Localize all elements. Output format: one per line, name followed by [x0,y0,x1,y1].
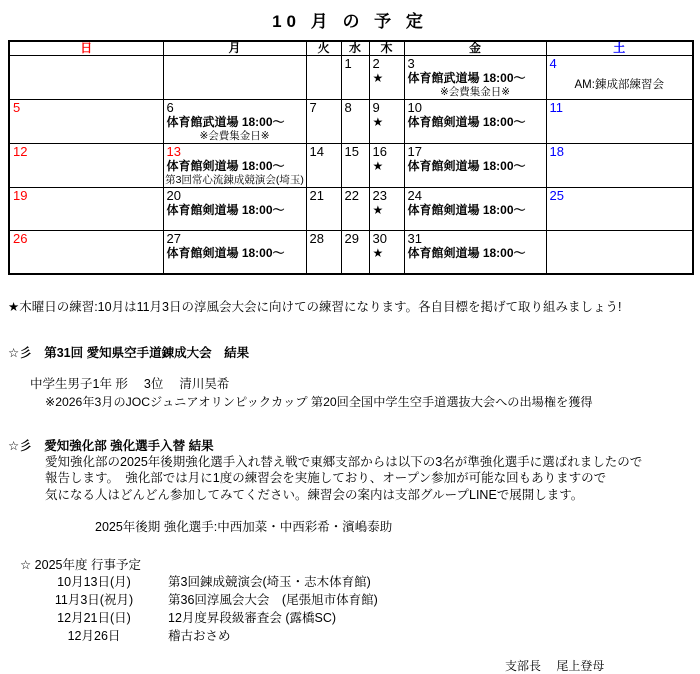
date-number: 30 [372,231,387,246]
calendar-cell [369,188,404,231]
date-number: 21 [309,188,324,203]
calendar-cell [404,144,546,188]
result-qualification-line: ※2026年3月のJOCジュニアオリンピックカップ 第20回全国中学生空手道選抜大会への出場権を獲得 [45,394,593,409]
calendar-cell [9,144,163,188]
venue-text: 体育館剣道場 18:00〜 [407,159,526,173]
kyoka-paragraph-line: 愛知強化部の2025年後期強化選手入れ替え戦で東郷支部からは以下の3名が準強化選手に選ばれましたので [45,454,643,469]
kyoka-section-heading: ☆彡 愛知強化部 強化選手入替 結果 [8,438,214,453]
star-icon: ★ [372,203,384,217]
star-icon: ★ [372,246,384,260]
calendar-cell [9,188,163,231]
result-line: 中学生男子1年 形 3位 清川昊希 [30,376,230,391]
calendar-cell [341,188,369,231]
date-number: 13 [166,144,181,159]
star-icon: ★ [372,71,384,85]
october-calendar [8,40,694,275]
date-number: 2 [372,56,380,71]
date-number: 25 [549,188,564,203]
event-name: 稽古おさめ [168,629,231,643]
calendar-cell [306,56,341,100]
weekday-header: 水 [341,41,369,56]
events-list [0,573,700,645]
calendar-week-row [9,100,693,144]
venue-text: 体育館剣道場 18:00〜 [166,246,285,260]
calendar-cell [306,188,341,231]
calendar-cell [369,144,404,188]
strengthened-players-list: 2025年後期 強化選手:中西加菜・中西彩希・濱嶋泰助 [95,520,393,534]
calendar-cell [163,231,306,274]
date-number: 22 [344,188,359,203]
calendar-cell [341,144,369,188]
date-number: 20 [166,188,181,203]
cell-note: ※会費集金日※ [199,130,270,142]
calendar-cell [306,144,341,188]
calendar-cell [341,100,369,144]
event-name: 12月度昇段級審査会 (露橋SC) [168,611,337,625]
calendar-cell [546,56,693,100]
venue-text: 体育館剣道場 18:00〜 [166,203,285,217]
venue-text: 体育館剣道場 18:00〜 [407,246,526,260]
date-number: 9 [372,100,380,115]
calendar-cell [163,188,306,231]
branch-chief-signature: 支部長 尾上登母 [505,659,605,673]
venue-text: 体育館武道場 18:00〜 [407,71,526,85]
calendar-week-row [9,144,693,188]
events-section-heading: ☆ 2025年度 行事予定 [20,558,141,572]
cell-note: AM:錬成部練習会 [574,79,664,91]
date-number: 11 [549,100,563,115]
calendar-cell [9,56,163,100]
date-number: 5 [13,100,21,115]
calendar-cell [369,56,404,100]
calendar-cell [306,231,341,274]
calendar-cell [546,231,693,274]
calendar-cell [546,144,693,188]
event-row [0,573,700,591]
date-number: 8 [344,100,352,115]
cell-note: ※会費集金日※ [439,86,511,98]
date-number: 15 [344,144,359,159]
result-section-heading: ☆彡 第31回 愛知県空手道錬成大会 結果 [8,345,250,360]
event-row [0,609,700,627]
calendar-cell [341,231,369,274]
event-date: 10月13日(月) [57,575,131,589]
weekday-header: 月 [163,41,306,56]
date-number: 27 [166,231,181,246]
calendar-week-row [9,188,693,231]
date-number: 14 [309,144,324,159]
calendar-cell [404,100,546,144]
date-number: 7 [309,100,317,115]
date-number: 4 [549,56,557,71]
date-number: 12 [13,144,28,159]
calendar-cell [9,231,163,274]
event-name: 第3回錬成競演会(埼玉・志木体育館) [168,575,371,589]
calendar-cell [163,100,306,144]
weekday-header: 金 [404,41,546,56]
calendar-cell [404,56,546,100]
date-number: 28 [309,231,324,246]
event-row [0,591,700,609]
star-icon: ★ [372,115,384,129]
calendar-cell [404,188,546,231]
weekday-header: 日 [9,41,163,56]
date-number: 19 [13,188,28,203]
date-number: 17 [407,144,422,159]
date-number: 6 [166,100,174,115]
date-number: 29 [344,231,359,246]
star-icon: ★ [372,159,384,173]
weekday-header: 木 [369,41,404,56]
event-date: 12月21日(日) [57,611,131,625]
venue-text: 体育館剣道場 18:00〜 [407,115,526,129]
date-number: 18 [549,144,564,159]
calendar-cell [546,100,693,144]
weekday-header: 土 [546,41,693,56]
calendar-cell [306,100,341,144]
date-number: 1 [344,56,352,71]
event-row [0,627,700,645]
calendar-cell [404,231,546,274]
calendar-week-row [9,231,693,274]
weekday-header-row [9,41,693,56]
venue-text: 体育館武道場 18:00〜 [166,115,285,129]
calendar-cell [341,56,369,100]
date-number: 24 [407,188,422,203]
date-number: 10 [407,100,422,115]
kyoka-paragraph-line: 報告します。 強化部では月に1度の練習会を実施しており、オープン参加が可能な回もありますので [45,471,607,485]
weekday-header: 火 [306,41,341,56]
venue-text: 体育館剣道場 18:00〜 [166,159,285,173]
calendar-cell [369,231,404,274]
kyoka-paragraph-line: 気になる人はどんどん参加してみてください。練習会の案内は支部グループLINEで展開します。 [45,487,584,502]
date-number: 16 [372,144,387,159]
calendar-cell [163,144,306,188]
event-date: 12月26日 [67,629,121,643]
date-number: 26 [13,231,28,246]
calendar-cell [369,100,404,144]
calendar-cell [546,188,693,231]
calendar-cell [163,56,306,100]
venue-text: 体育館剣道場 18:00〜 [407,203,526,217]
page-title: 10 月 の 予 定 [272,12,428,31]
calendar-cell [9,100,163,144]
event-name: 第36回淳風会大会 (尾張旭市体育館) [168,593,378,607]
date-number: 3 [407,56,415,71]
cell-note: 第3回常心流錬成競演会(埼玉) [165,174,304,186]
date-number: 31 [407,231,422,246]
date-number: 23 [372,188,387,203]
thursday-practice-note: ★木曜日の練習:10月は11月3日の淳風会大会に向けての練習になります。各自目標を掲げて取り組みましょう! [8,299,622,314]
event-date: 11月3日(祝月) [54,593,134,607]
calendar-week-row [9,56,693,100]
